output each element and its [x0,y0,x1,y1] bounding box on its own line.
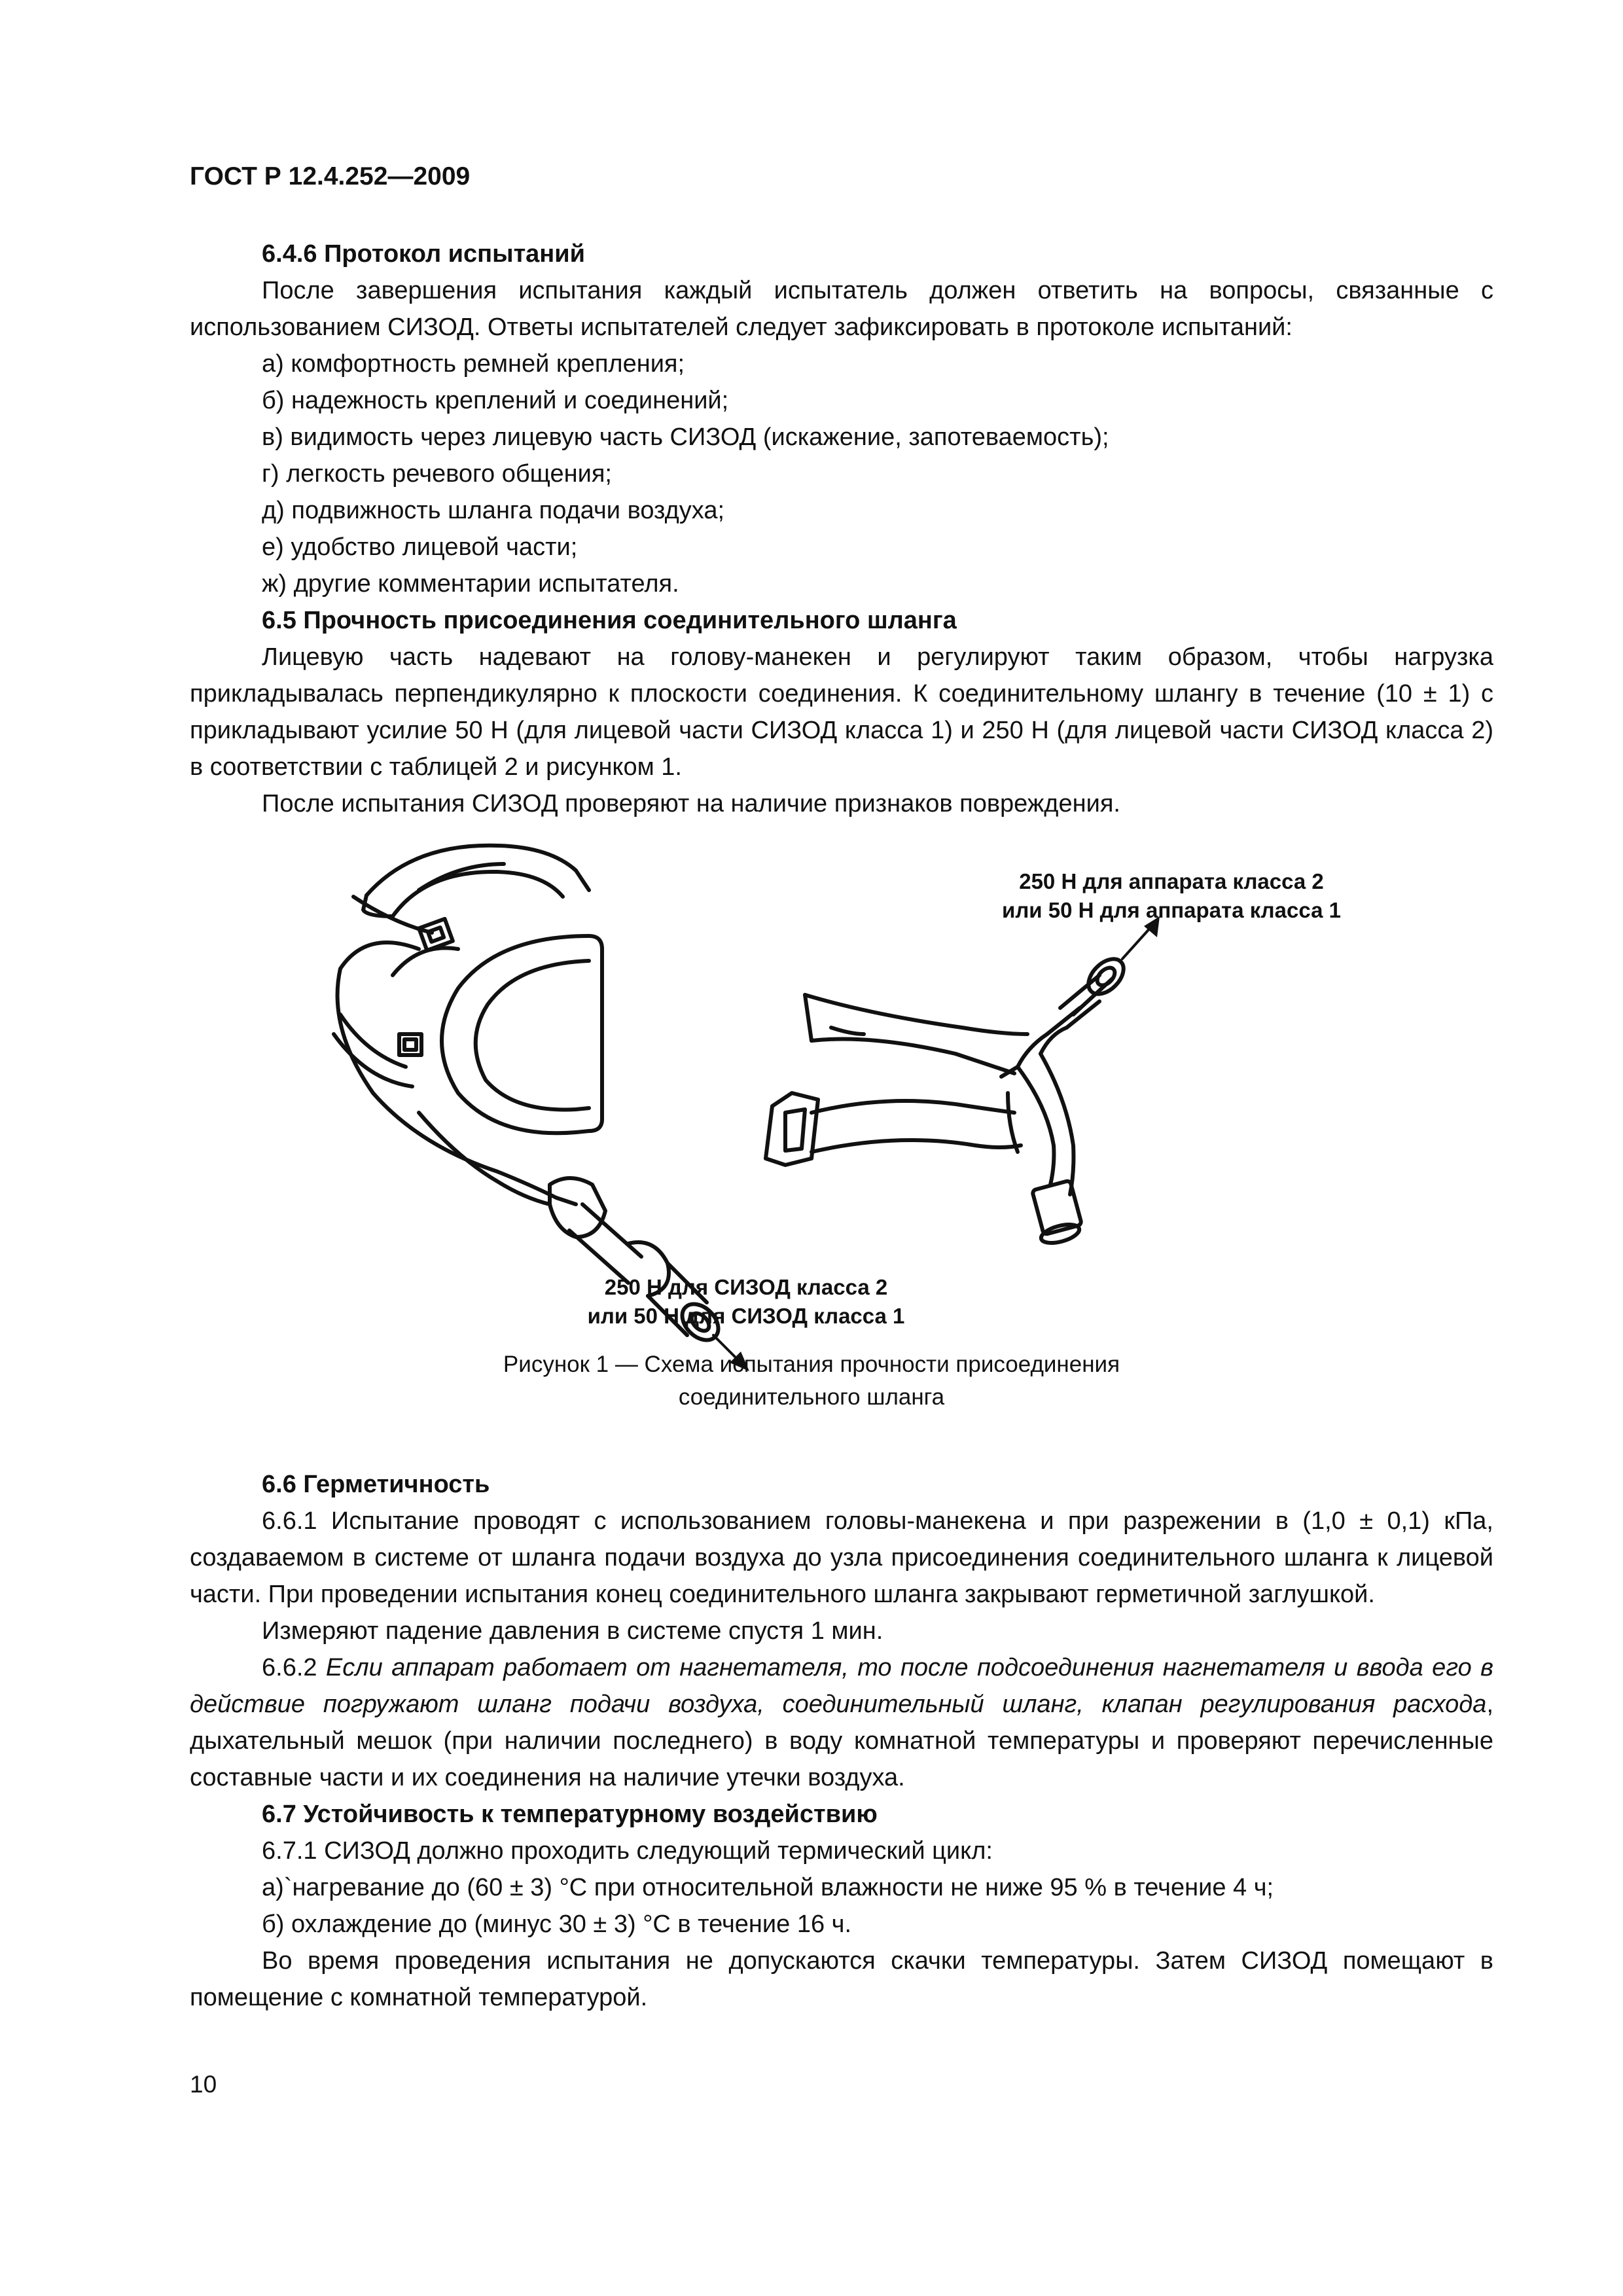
connection-tube-drawing [766,916,1160,1246]
list-item: д) подвижность шланга подачи воздуха; [262,497,725,524]
section-title-6-4-6: 6.4.6 Протокол испытаний [262,240,585,268]
list-item: ж) другие комментарии испытателя. [262,570,679,598]
list-item: а) комфортность ремней крепления; [262,350,685,378]
paragraph-italic: Если аппарат работает от нагнетателя, то после подсоединения нагнетателя и ввода его в действие погружают шланг подачи воздуха, соединительный шланг, клапан регулирования расхода [190,1654,1493,1718]
figure-caption [0,1348,1623,1414]
document-header: ГОСТ Р 12.4.252—2009 [190,162,471,190]
section-title-6-5: 6.5 Прочность присоединения соединительного шланга [262,607,957,634]
paragraph: Измеряют падение давления в системе спустя 1 мин. [262,1617,883,1645]
list-item: в) видимость через лицевую часть СИЗОД (искажение, запотеваемость); [262,423,1109,451]
text-block-top [190,236,1493,822]
list-item: б) охлаждение до (минус 30 ± 3) °С в течение 16 ч. [262,1910,851,1938]
paragraph: Лицевую часть надевают на голову-манекен и регулируют таким образом, чтобы нагрузка прикладывалась перпендикулярно к плоскости соединения. К соединительному шлангу в течение (10 ± 1) с прикладывают усилие 50 Н (для лицевой части СИЗОД класса 1) и 250 Н (для лицевой части СИЗОД класса 2) в соответствии с таблицей 2 и рисунком 1. [190,643,1493,781]
paragraph: После завершения испытания каждый испытатель должен ответить на вопросы, связанные с использованием СИЗОД. Ответы испытателей следует зафиксировать в протоколе испытаний: [190,277,1493,341]
page-number: 10 [190,2071,217,2098]
section-title-6-6: 6.6 Герметичность [262,1471,490,1498]
list-item: г) легкость речевого общения; [262,460,612,488]
figure-label-face-piece [517,1273,975,1331]
paragraph: Во время проведения испытания не допускаются скачки температуры. Затем СИЗОД помещают в помещение с комнатной температурой. [190,1947,1493,2011]
list-item: а)`нагревание до (60 ± 3) °С при относительной влажности не ниже 95 % в течение 4 ч; [262,1874,1274,1901]
paragraph-number: 6.6.2 [262,1654,326,1681]
paragraph-rest: , дыхательный мешок (при наличии последнего) в воду комнатной температуры и проверяют перечисленные составные части и их соединения на наличие утечки воздуха. [190,1691,1493,1791]
list-item: е) удобство лицевой части; [262,533,578,561]
figure-label-line: или 50 Н для СИЗОД класса 1 [587,1304,905,1328]
list-item: б) надежность креплений и соединений; [262,387,729,414]
paragraph: 6.7.1 СИЗОД должно проходить следующий термический цикл: [262,1837,993,1865]
paragraph: После испытания СИЗОД проверяют на наличие признаков повреждения. [262,790,1120,817]
text-block-bottom [190,1466,1493,2016]
figure-label-line: 250 Н для аппарата класса 2 [1019,869,1324,893]
paragraph [190,1649,1493,1796]
figure-label-line: или 50 Н для аппарата класса 1 [1002,898,1341,922]
figure-caption-line: соединительного шланга [678,1384,945,1410]
figure-caption-line: Рисунок 1 — Схема испытания прочности присоединения [503,1352,1120,1377]
paragraph: 6.6.1 Испытание проводят с использованием головы-манекена и при разрежении в (1,0 ± 0,1) кПа, создаваемом в системе от шланга подачи воздуха до узла присоединения соединительного шланга к лицевой части. При проведении испытания конец соединительного шланга закрывают герметичной заглушкой. [190,1507,1493,1608]
section-title-6-7: 6.7 Устойчивость к температурному воздействию [262,1801,878,1828]
figure-label-line: 250 Н для СИЗОД класса 2 [604,1275,888,1299]
figure-label-apparatus [949,867,1394,925]
